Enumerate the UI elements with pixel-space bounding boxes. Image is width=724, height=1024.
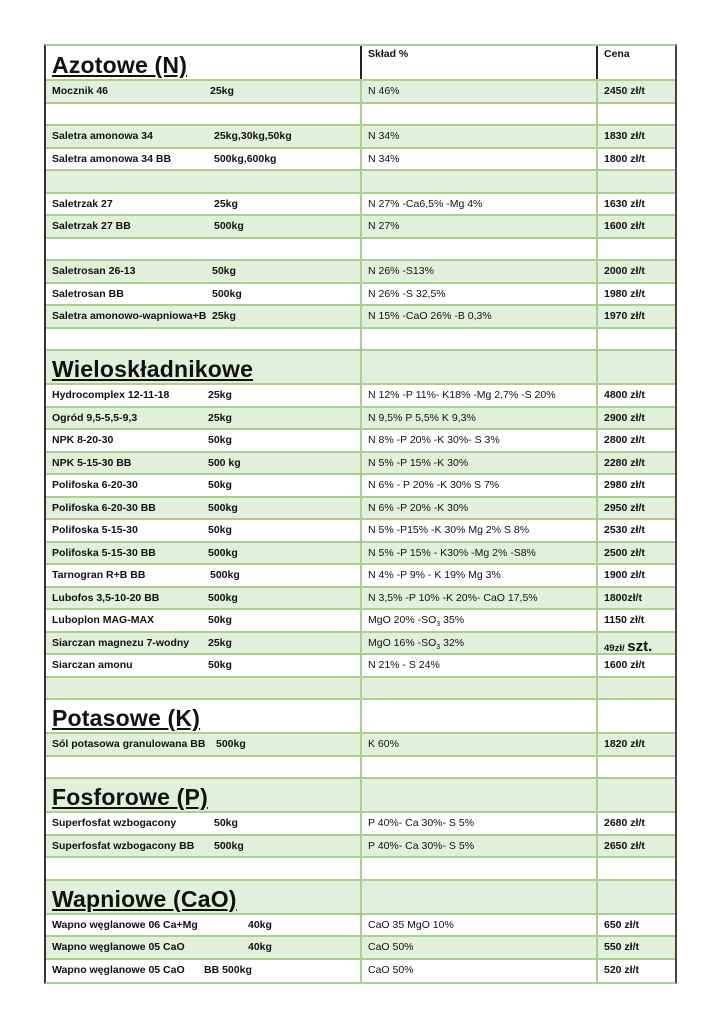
package-size: 25kg [208, 636, 232, 649]
composition: N 27% -Ca6,5% -Mg 4% [362, 194, 598, 215]
package-size: 25kg,30kg,50kg [214, 130, 292, 142]
product-name: Lubofos 3,5-10-20 BB [52, 591, 160, 604]
section-title: Wapniowe (CaO) [52, 885, 237, 912]
package-size: 50kg [212, 265, 236, 277]
section-title: Potasowe (K) [52, 705, 201, 731]
section-title: Wieloskładnikowe [52, 356, 254, 382]
product-name: Tarnogran R+B BB [52, 569, 146, 581]
package-size: 25kg [208, 411, 232, 424]
package-size: 50kg [208, 659, 232, 671]
section-header-fosforowe [46, 779, 675, 813]
composition: K 60% [362, 734, 598, 755]
composition: N 4% -P 9% - K 19% Mg 3% [362, 565, 598, 586]
price: 1970 zł/t [604, 310, 645, 322]
package-size: 25kg [214, 197, 238, 210]
empty-row [46, 858, 675, 881]
empty-row [46, 757, 675, 780]
package-size: 25kg [212, 310, 236, 322]
product-name: Saletrzak 27 [52, 197, 113, 210]
section-title: Fosforowe (P) [52, 784, 208, 810]
composition: P 40%- Ca 30%- S 5% [362, 813, 598, 834]
price: 1600 zł/t [604, 220, 645, 232]
column-header-price: Cena [604, 48, 630, 60]
section-header-wapniowe [46, 881, 675, 915]
table-row [46, 655, 675, 678]
product-name: Siarczan amonu [52, 659, 133, 671]
composition: CaO 50% [362, 937, 598, 958]
price-table [44, 44, 677, 984]
composition: N 6% -P 20% -K 30% [362, 498, 598, 519]
table-row [46, 543, 675, 566]
table-row [46, 565, 675, 588]
package-size: 40kg [248, 918, 272, 931]
product-name: Polifoska 6-20-30 BB [52, 501, 156, 514]
composition: P 40%- Ca 30%- S 5% [362, 836, 598, 857]
price: 2900 zł/t [604, 411, 645, 424]
empty-row [46, 239, 675, 262]
table-row [46, 633, 675, 656]
table-row [46, 408, 675, 431]
table-row [46, 284, 675, 307]
price: 1820 zł/t [604, 738, 645, 750]
product-name: Siarczan magnezu 7-wodny [52, 636, 190, 649]
price: 1800zł/t [604, 591, 642, 604]
table-row [46, 261, 675, 284]
price: 1150 zł/t [604, 614, 645, 626]
composition: N 34% [362, 126, 598, 147]
composition: N 21% - S 24% [362, 655, 598, 676]
price: 1900 zł/t [604, 569, 645, 581]
composition: CaO 50% [362, 960, 598, 983]
price: 2500 zł/t [604, 546, 645, 559]
empty-row [46, 329, 675, 352]
table-row [46, 498, 675, 521]
price: 550 zł/t [604, 941, 640, 953]
composition: N 26% -S13% [362, 261, 598, 282]
package-size: 500kg,600kg [214, 152, 277, 165]
composition: MgO 16% $-SO_3$ 32% [362, 633, 598, 654]
table-row [46, 216, 675, 239]
package-size: 500kg [214, 839, 244, 852]
package-size: 500kg [210, 569, 240, 581]
product-name: Saletrosan 26-13 [52, 265, 136, 277]
product-name: Hydrocomplex 12-11-18 [52, 389, 170, 401]
table-row [46, 610, 675, 633]
composition: MgO 20% $-SO_3$ 35% [362, 610, 598, 631]
table-row [46, 81, 675, 104]
product-name: Luboplon MAG-MAX [52, 614, 155, 626]
package-size: 25kg [210, 85, 234, 97]
product-name: Polifoska 6-20-30 [52, 479, 138, 491]
product-name: Saletra amonowa 34 [52, 130, 153, 142]
composition: N 5% -P 15% - K30% -Mg 2% -S8% [362, 543, 598, 564]
composition: N 8% -P 20% -K 30%- S 3% [362, 430, 598, 451]
price: 2680 zł/t [604, 817, 645, 829]
package-size: 50kg [208, 614, 232, 626]
price: 2800 zł/t [604, 434, 645, 446]
composition: N 15% -CaO 26% -B 0,3% [362, 306, 598, 327]
composition: N 12% -P 11%- K18% -Mg 2,7% -S 20% [362, 385, 598, 406]
table-row [46, 836, 675, 859]
table-row [46, 430, 675, 453]
table-row [46, 813, 675, 836]
column-header-composition: Skład % [362, 46, 598, 79]
price: 2980 zł/t [604, 479, 645, 491]
price: 650 zł/t [604, 918, 640, 931]
package-size: 500kg [216, 738, 246, 750]
price: 2650 zł/t [604, 839, 645, 852]
package-size: BB 500kg [204, 963, 252, 976]
package-size: 500kg [212, 287, 242, 300]
package-size: 500kg [208, 591, 238, 604]
product-name: Mocznik 46 [52, 85, 109, 97]
price: 49zł/ szt. [604, 637, 653, 655]
table-row [46, 194, 675, 217]
composition: N 6% - P 20% -K 30% S 7% [362, 475, 598, 496]
product-name: Polifoska 5-15-30 [52, 524, 138, 536]
composition: CaO 35 MgO 10% [362, 915, 598, 936]
section-header-wieloskladnikowe [46, 351, 675, 385]
composition: N 9,5% P 5,5% K 9,3% [362, 408, 598, 429]
composition: N 46% [362, 81, 598, 102]
package-size: 40kg [248, 941, 272, 953]
price: 4800 zł/t [604, 389, 645, 401]
composition: N 5% -P15% -K 30% Mg 2% S 8% [362, 520, 598, 541]
section-title: Azotowe (N) [52, 52, 188, 78]
table-row [46, 385, 675, 408]
product-name: Wapno węglanowe 05 CaO [52, 941, 185, 953]
product-name: Sól potasowa granulowana BB [52, 738, 206, 750]
section-header-potasowe [46, 700, 675, 734]
product-name: Saletrzak 27 BB [52, 220, 131, 232]
table-row [46, 960, 675, 983]
composition: N 26% -S 32,5% [362, 284, 598, 305]
package-size: 500 kg [208, 456, 241, 469]
price: 1630 zł/t [604, 197, 645, 210]
product-name: NPK 8-20-30 [52, 434, 114, 446]
product-name: Polifoska 5-15-30 BB [52, 546, 156, 559]
package-size: 50kg [208, 479, 232, 491]
table-row [46, 588, 675, 611]
section-header-azotowe [46, 46, 675, 81]
package-size: 500kg [208, 546, 238, 559]
package-size: 50kg [208, 524, 232, 536]
empty-row [46, 104, 675, 127]
table-row [46, 937, 675, 960]
price: 520 zł/t [604, 963, 640, 976]
product-name: Wapno węglanowe 05 CaO [52, 963, 185, 976]
package-size: 50kg [214, 817, 238, 829]
empty-row [46, 678, 675, 701]
package-size: 500kg [214, 220, 244, 232]
table-row [46, 453, 675, 476]
product-name: Saletra amonowa 34 BB [52, 152, 172, 165]
product-name: Superfosfat wzbogacony BB [52, 839, 195, 852]
price: 2530 zł/t [604, 524, 645, 536]
price: 2280 zł/t [604, 456, 645, 469]
package-size: 25kg [208, 389, 232, 401]
package-size: 500kg [208, 501, 238, 514]
price: 1800 zł/t [604, 152, 645, 165]
price: 1600 zł/t [604, 659, 645, 671]
table-row [46, 306, 675, 329]
composition: N 5% -P 15% -K 30% [362, 453, 598, 474]
product-name: Saletrosan BB [52, 287, 124, 300]
price: 2000 zł/t [604, 265, 645, 277]
empty-row [46, 171, 675, 194]
composition: N 3,5% -P 10% -K 20%- CaO 17,5% [362, 588, 598, 609]
composition: N 27% [362, 216, 598, 237]
price: 1980 zł/t [604, 287, 645, 300]
product-name: Saletra amonowo-wapniowa+B [52, 310, 207, 322]
price: 2950 zł/t [604, 501, 645, 514]
table-row [46, 149, 675, 172]
price: 1830 zł/t [604, 130, 645, 142]
product-name: Superfosfat wzbogacony [52, 817, 177, 829]
price: 2450 zł/t [604, 85, 645, 97]
product-name: NPK 5-15-30 BB [52, 456, 132, 469]
product-name: Ogród 9,5-5,5-9,3 [52, 411, 138, 424]
table-row [46, 475, 675, 498]
package-size: 50kg [208, 434, 232, 446]
table-row [46, 126, 675, 149]
table-row [46, 734, 675, 757]
product-name: Wapno węglanowe 06 Ca+Mg [52, 918, 198, 931]
table-row [46, 915, 675, 938]
composition: N 34% [362, 149, 598, 170]
table-row [46, 520, 675, 543]
